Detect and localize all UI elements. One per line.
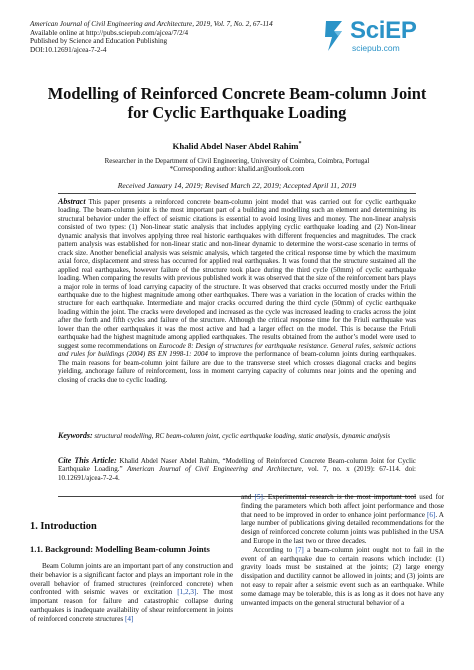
author-line [30, 141, 444, 151]
journal-available-line[interactable]: Available online at http://pubs.sciepub.com/ajcea/7/2/4 [30, 28, 189, 37]
citation-link[interactable]: [7] [295, 545, 304, 554]
citation-link[interactable]: [5] [254, 493, 263, 501]
sciep-logo[interactable] [322, 16, 444, 56]
article-dates: Received January 14, 2019; Revised March 22, 2019; Accepted April 11, 2019 [117, 181, 357, 190]
right-text-d: According to [253, 545, 293, 554]
right-paragraph-2 [241, 546, 444, 608]
right-text-c: . A large number of publications giving detailed recommendations for the design of reinforced concrete column joints was published in the USA and Europe in the last two or three decades. [241, 510, 444, 545]
corresponding-author-line: *Corresponding author: khalid.ar@outlook.com [169, 165, 305, 174]
right-text-a: and [241, 493, 252, 501]
journal-title-line: American Journal of Civil Engineering and Architecture, 2019, Vol. 7, No. 2, 67-114 [30, 20, 273, 28]
citation-link[interactable]: [1,2,3] [177, 588, 197, 597]
left-column [30, 506, 233, 624]
intro-text-b: . The most important reason for failure and catastrophic collapse during earthquakes is inadequate availability of shear reinforcement in joints of reinforced concrete structures [30, 588, 233, 623]
journal-publisher-line: Published by Science and Education Publishing [30, 37, 168, 46]
right-paragraph-1 [241, 493, 444, 546]
cite-post: vol. 7, no. x (2019): 67-114. doi: 10.12691/ajcea-7-2-4. [58, 465, 417, 482]
section-heading: 1. Introduction [30, 521, 97, 532]
intro-text-a: Beam Column joints are an important part of any construction and their behavior is a significant factor and plays an important role in the overall behavior of framed structures (reinforced concrete) when confronted with seismic waves or excitation [30, 562, 233, 597]
cite-journal: American Journal of Civil Engineering and Architecture, [127, 465, 304, 474]
abstract [58, 198, 416, 384]
affiliation [30, 157, 444, 174]
journal-header [30, 20, 330, 54]
logo-brand-text: SciEP [350, 17, 417, 44]
title-line-2: for Cyclic Earthquake Loading [127, 103, 347, 122]
cite-this-article [58, 457, 416, 482]
subsection-heading: 1.1. Background: Modelling Beam-column Joints [30, 544, 210, 554]
cite-label: Cite This Article: [58, 456, 117, 465]
right-column [241, 493, 444, 607]
citation-link[interactable]: [4] [125, 614, 134, 623]
title-line-1: Modelling of Reinforced Concrete Beam-column Joint [47, 84, 427, 103]
author-name: Khalid Abdel Naser Abdel Rahim [172, 141, 299, 151]
keywords-label: Keywords: [58, 431, 93, 440]
corresponding-mark: * [298, 141, 302, 148]
sciep-logo-icon [322, 19, 346, 53]
abstract-body: This paper presents a reinforced concrete beam-column joint model that was carried out for cyclic earthquake loading. The beam-column joint is the most important part of a building and modelling such an element and determining its structural behavior under the effect of seismic citations is essential to avoid losing lives and money. The non-linear analysis consisted of two types: (1) Non-linear static analysis that includes applying cyclic earthquake loading and (2) Non-linear dynamic analysis that involves applying three real historic earthquakes with different frequencies and magnitudes. The crack pattern analysis was established for non-linear static and non-linear dynamic to determine the worst-case scenario in terms of crack size. Another beneficial analysis was seismic analysis, which targeted the critical response time by which the maximum axial force, displacement and stress has occurred for applied real earthquakes. It was found that the structure sustained all the applied real earthquakes, however failure of the structure took place during the third cycle (50mm) of cyclic earthquake loading. When comparing the results with previous published work it was observed that the size of the reinforcement bars plays a major role in terms of load carrying capacity of the structure. It was observed that cracks occurred mostly under the Friuli earthquake due to the highest magnitude among other earthquakes. There was a variation in the location of cracks within the structure for each earthquake. Intermediate and major cracks occurred during the third cycle (50mm) of cyclic earthquake loading within the joint. The cracks were developed and increased as the cycle was increased leading to cracks across the joint after the forth and fifth cycles and failure of the structure. Although the critical response time for the Friuli earthquake was lower than the other earthquakes it was the most active and had a larger effect on the model. This is because the Friuli earthquake had the highest magnitude among applied earthquakes. The results obtained from the author’s model were used to suggest some recommendations on [58, 198, 416, 350]
abstract-eurocode-ref: Eurocode 8: Design of structures for earthquake resistance. General rules, seismic actions and rules for buildings (2004) BS EN 1998-1: 2004 [58, 341, 417, 359]
abstract-label: Abstract [58, 197, 86, 206]
journal-doi-line[interactable]: DOI:10.12691/ajcea-7-2-4 [30, 45, 107, 54]
divider-top [58, 193, 416, 194]
abstract-tail: to improve the performance of beam-column joints during earthquakes. The main reasons for beam-column joint failure are due to the transverse steel which crosses diagonal cracks and begins yielding, anchorage failure of reinforcement, loss in moment carrying capacity of columns near joints and the opening and closing of cracks due to cyclic loading. [58, 350, 416, 384]
keywords [58, 432, 416, 440]
citation-link[interactable]: [6] [426, 510, 436, 519]
affiliation-line: Researcher in the Department of Civil Engineering, University of Coimbra, Coimbra, Portugal [104, 157, 370, 165]
right-text-b: . Experimental research is the most important tool used for finding the parameters which both affect joint performance and those that need to be improved in order to enhance joint performance [241, 493, 444, 519]
keywords-body: structural modelling, RC beam-column joint, cyclic earthquake loading, static analysis, dynamic analysis [94, 432, 391, 440]
right-text-e: a beam-column joint ought not to fail in the event of an earthquake due to certain reasons which include: (1) gravity loads must be sustained at the joints; (2) large energy dissipation and ductility cannot be allowed in joints; and (3) joints are not easy to repair after a seismic event such as an earthquake. While some damage may be tolerable, this is as long as it does not have any unwanted impacts on the general structural behavior of a [241, 545, 444, 607]
cite-pre: Khalid Abdel Naser Abdel Rahim, “Modelling of Reinforced Concrete Beam-column Joint for Cyclic Earthquake Loading.” [58, 457, 417, 474]
logo-site-text: sciepub.com [352, 43, 400, 53]
intro-paragraph [30, 562, 233, 624]
paper-title [30, 84, 444, 122]
